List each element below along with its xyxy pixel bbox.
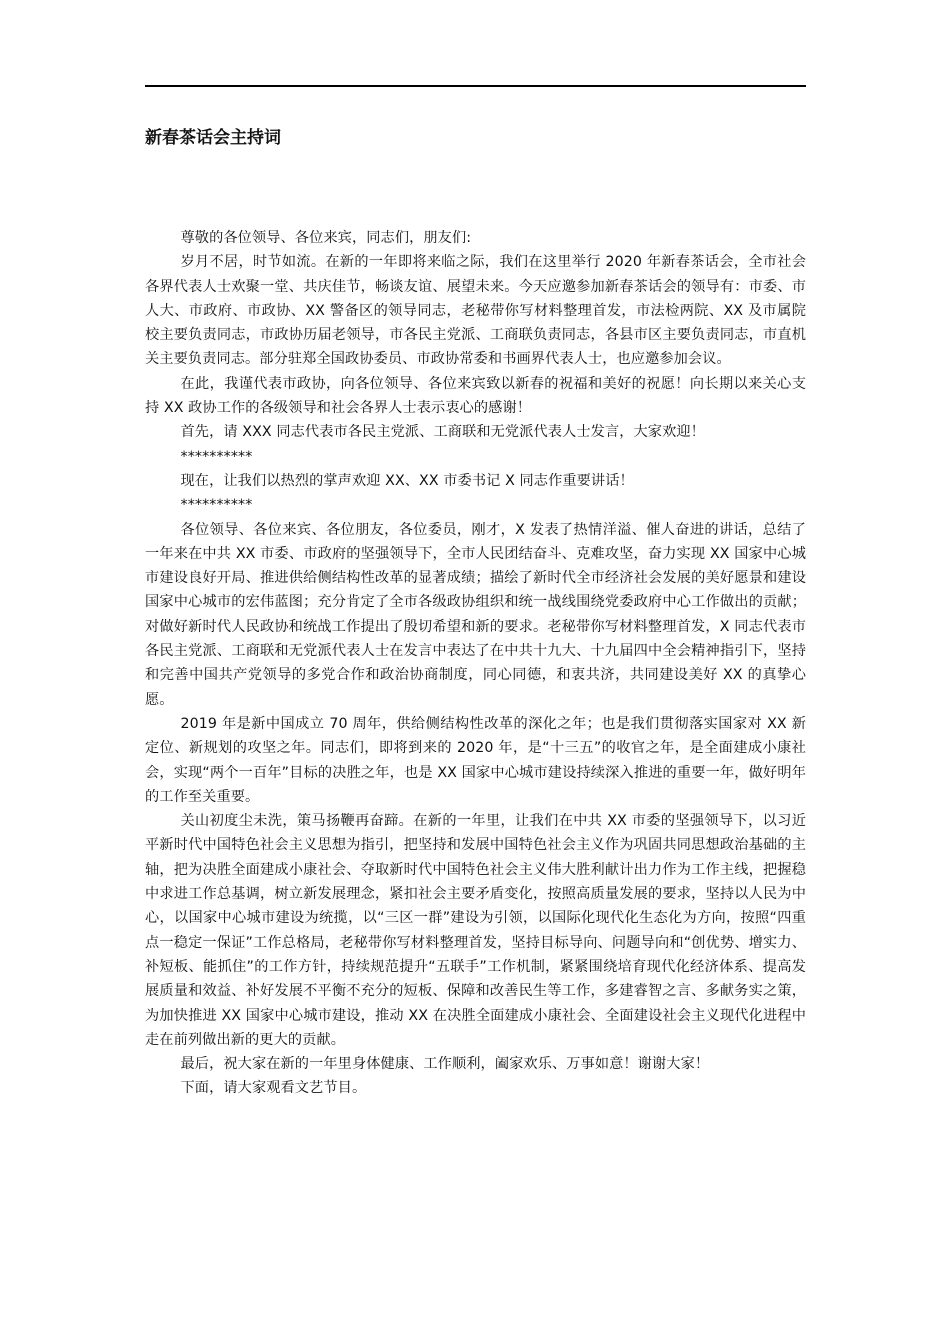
body-paragraph: 关山初度尘未洗，策马扬鞭再奋蹄。在新的一年里，让我们在中共 XX 市委的坚强领导下，以习近平新时代中国特色社会主义思想为指引，把坚持和发展中国特色社会主义作为巩固共同思想政治基础的主轴，把为决胜全面建成小康社会、夺取新时代中国特色社会主义伟大胜利献计出力作为工作主线，把握稳中求进工作总基调，树立新发展理念，紧扣社会主要矛盾变化，按照高质量发展的要求，坚持以人民为中心，以国家中心城市建设为统揽，以“三区一群”建设为引领，以国际化现代化生态化为方向，按照“四重点一稳定一保证”工作总格局，老秘带你写材料整理首发，坚持目标导向、问题导向和“创优势、增实力、补短板、能抓住”的工作方针，持续规范提升“五联手”工作机制，紧紧围绕培育现代化经济体系、提高发展质量和效益、补好发展不平衡不充分的短板、保障和改善民生等工作，多建睿智之言、多献务实之策，为加快推进 XX 国家中心城市建设，推动 XX 在决胜全面建成小康社会、全面建设社会主义现代化进程中走在前列做出新的更大的贡献。 <box>145 813 806 1048</box>
body-paragraph: 岁月不居，时节如流。在新的一年即将来临之际，我们在这里举行 2020 年新春茶话会，全市社会各界代表人士欢聚一堂、共庆佳节，畅谈友谊、展望未来。今天应邀参加新春茶话会的领导有：市委、市人大、市政府、市政协、XX 警备区的领导同志，老秘带你写材料整理首发，市法检两院、XX 及市属院校主要负责同志，市政协历届老领导，市各民主党派、工商联负责同志，各县市区主要负责同志，市直机关主要负责同志。部分驻郑全国政协委员、市政协常委和书画界代表人士，也应邀参加会议。 <box>145 254 806 368</box>
body-paragraph: 各位领导、各位来宾、各位朋友，各位委员，刚才，X 发表了热情洋溢、催人奋进的讲话，总结了一年来在中共 XX 市委、市政府的坚强领导下，全市人民团结奋斗、克难攻坚，奋力实现 XX 国家中心城市建设良好开局、推进供给侧结构性改革的显著成绩；描绘了新时代全市经济社会发展的美好愿景和建设国家中心城市的宏伟蓝图；充分肯定了全市各级政协组织和统一战线围绕党委政府中心工作做出的贡献；对做好新时代人民政协和统战工作提出了殷切希望和新的要求。老秘带你写材料整理首发，X 同志代表市各民主党派、工商联和无党派代表人士在发言中表达了在中共十九大、十九届四中全会精神指引下，坚持和完善中国共产党领导的多党合作和政治协商制度，同心同德，和衷共济，共同建设美好 XX 的真挚心愿。 <box>145 521 806 708</box>
salutation-paragraph: 尊敬的各位领导、各位来宾，同志们，朋友们: <box>180 230 472 246</box>
document-body <box>145 226 806 1101</box>
closing-paragraph: 下面，请大家观看文艺节目。 <box>180 1080 367 1097</box>
document-title: 新春茶话会主持词 <box>145 128 281 148</box>
body-paragraph: 首先，请 XXX 同志代表市各民主党派、工商联和无党派代表人士发言，大家欢迎！ <box>180 424 705 441</box>
body-paragraph: 在此，我谨代表市政协，向各位领导、各位来宾致以新春的祝福和美好的祝愿！向长期以来关心支持 XX 政协工作的各级领导和社会各界人士表示衷心的感谢！ <box>145 375 806 417</box>
separator-line: ********** <box>180 497 253 514</box>
body-paragraph: 最后，祝大家在新的一年里身体健康、工作顺利，阖家欢乐、万事如意！谢谢大家！ <box>180 1056 710 1073</box>
separator-line: ********** <box>180 448 253 465</box>
body-paragraph: 现在，让我们以热烈的掌声欢迎 XX、XX 市委书记 X 同志作重要讲话！ <box>180 472 634 489</box>
body-paragraph: 2019 年是新中国成立 70 周年，供给侧结构性改革的深化之年；也是我们贯彻落实国家对 XX 新定位、新规划的攻坚之年。同志们，即将到来的 2020 年，是“十三五”的收官之年，是全面建成小康社会，实现“两个一百年”目标的决胜之年，也是 XX 国家中心城市建设持续深入推进的重要一年，做好明年的工作至关重要。 <box>145 715 806 805</box>
header-rule <box>145 85 806 87</box>
